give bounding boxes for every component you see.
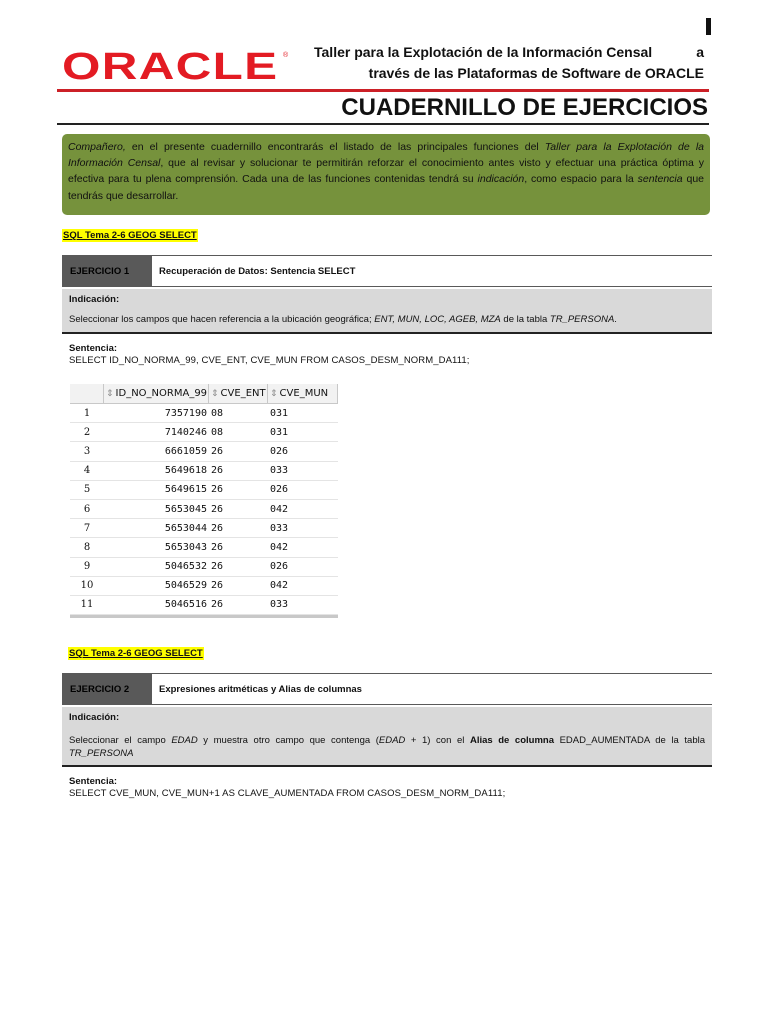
- row-number: 10: [80, 580, 94, 592]
- table-cell[interactable]: 26: [211, 580, 224, 592]
- table-cell[interactable]: 5046529: [164, 580, 207, 592]
- column-header-cve-ent[interactable]: ⇕ CVE_ENT: [209, 384, 268, 403]
- intro-text-2: , que al revisar y solucionar te permitirán reforzar el conocimiento antes visto y efectuar una práctica óptima y efectiva para tu plena comprensión. Cada una de las funciones contenidas tendrá su: [68, 157, 704, 186]
- table-cell[interactable]: 033: [270, 465, 289, 477]
- table-cell[interactable]: 5046516: [164, 599, 207, 611]
- table-cell[interactable]: 042: [270, 580, 289, 592]
- exercise-2-description: Expresiones aritméticas y Alias de columnas: [152, 673, 712, 705]
- sort-icon[interactable]: ⇕: [270, 388, 278, 399]
- table-row[interactable]: [70, 481, 338, 500]
- table-cell[interactable]: 6661059: [164, 445, 207, 457]
- exercise-1-sql: SELECT ID_NO_NORMA_99, CVE_ENT, CVE_MUN FROM CASOS_DESM_NORM_DA111;: [69, 355, 470, 366]
- intro-sentencia: sentencia: [637, 173, 683, 186]
- exercise-1-sentence: [69, 343, 470, 367]
- table-cell[interactable]: 5653043: [164, 541, 207, 553]
- row-number: 3: [83, 445, 91, 457]
- table-cell[interactable]: 026: [270, 484, 289, 496]
- ex2-ind-g: EDAD_AUMENTADA de la tabla: [553, 735, 705, 746]
- header-title: [300, 42, 704, 84]
- oracle-logo: ORACLE: [62, 46, 279, 88]
- exercise-2-sentence-label: Sentencia:: [69, 776, 118, 787]
- exercise-1-indication: [62, 289, 712, 334]
- intro-greeting: Compañero,: [68, 141, 126, 153]
- exercise-2-id: EJERCICIO 2: [62, 673, 152, 705]
- ex1-ind-table: TR_PERSONA: [549, 314, 615, 325]
- table-cell[interactable]: 5046532: [164, 561, 207, 573]
- table-cell[interactable]: 7357190: [164, 407, 207, 419]
- exercise-1-indication-text: [69, 313, 705, 326]
- exercise-1-header: [62, 255, 712, 287]
- grid-scroll-edge: [70, 615, 338, 618]
- sort-icon[interactable]: ⇕: [106, 388, 114, 399]
- exercise-1-sentence-label: Sentencia:: [69, 343, 118, 354]
- table-cell[interactable]: 7140246: [164, 426, 207, 438]
- table-cell[interactable]: 042: [270, 503, 289, 515]
- table-row[interactable]: [70, 596, 338, 615]
- table-row[interactable]: [70, 500, 338, 519]
- table-cell[interactable]: 08: [211, 426, 224, 438]
- row-number: 2: [83, 426, 91, 438]
- table-cell[interactable]: 031: [270, 407, 289, 419]
- row-number: 6: [83, 503, 91, 515]
- row-number: 9: [83, 561, 91, 573]
- table-cell[interactable]: 26: [211, 484, 224, 496]
- header-title-line1-end: a: [696, 44, 704, 60]
- table-row[interactable]: [70, 423, 338, 442]
- exercise-2-indication: [62, 707, 712, 767]
- ex1-ind-fields: ENT, MUN, LOC, AGEB, MZA: [374, 314, 501, 325]
- ex1-ind-c: de la tabla: [500, 314, 550, 325]
- row-number: 8: [83, 541, 91, 553]
- column-header-id[interactable]: ⇕ ID_NO_NORMA_99: [104, 384, 209, 403]
- intro-text-1: en el presente cuadernillo encontrarás el listado de las principales funciones del: [125, 141, 545, 153]
- intro-text-3: , como espacio para la: [524, 173, 638, 186]
- table-cell[interactable]: 026: [270, 445, 289, 457]
- result-grid-header: [70, 384, 338, 404]
- ex2-ind-c: y muestra otro campo que contenga (: [197, 735, 379, 746]
- intro-course-name: Taller para la Explotación de la Información Censal: [68, 141, 704, 170]
- table-cell[interactable]: 026: [270, 561, 289, 573]
- table-cell[interactable]: 5649618: [164, 465, 207, 477]
- column-header-cve-mun[interactable]: ⇕ CVE_MUN: [268, 384, 338, 403]
- ex2-ind-a: Seleccionar el campo: [69, 735, 172, 746]
- intro-indicacion: indicación: [477, 173, 525, 186]
- result-grid: [70, 384, 338, 618]
- table-cell[interactable]: 5653045: [164, 503, 207, 515]
- exercise-1-id: EJERCICIO 1: [62, 255, 152, 287]
- header-title-line2: través de las Plataformas de Software de ORACLE: [368, 65, 704, 81]
- table-cell[interactable]: 5649615: [164, 484, 207, 496]
- ex2-ind-e: + 1) con el: [405, 735, 470, 746]
- table-cell[interactable]: 26: [211, 561, 224, 573]
- table-cell[interactable]: 033: [270, 522, 289, 534]
- ex1-ind-e: .: [614, 314, 617, 325]
- exercise-1-description: Recuperación de Datos: Sentencia SELECT: [152, 255, 712, 287]
- table-cell[interactable]: 5653044: [164, 522, 207, 534]
- exercise-2-topic-tag: SQL Tema 2-6 GEOG SELECT: [69, 648, 203, 659]
- ex2-ind-edad2: EDAD: [378, 735, 406, 746]
- table-cell[interactable]: 26: [211, 541, 224, 553]
- table-cell[interactable]: 26: [211, 465, 224, 477]
- exercise-2-indication-text: [69, 734, 705, 760]
- ex2-ind-table: TR_PERSONA: [69, 748, 134, 759]
- intro-text-4: que tendrás que desarrollar.: [68, 173, 704, 202]
- table-row[interactable]: [70, 462, 338, 481]
- ex1-ind-a: Seleccionar los campos que hacen referencia a la ubicación geográfica;: [69, 314, 375, 325]
- table-cell[interactable]: 26: [211, 522, 224, 534]
- exercise-1-indication-label: Indicación:: [69, 294, 120, 305]
- exercise-2-header: [62, 673, 712, 705]
- table-cell[interactable]: 08: [211, 407, 224, 419]
- sort-icon[interactable]: ⇕: [211, 388, 219, 399]
- header-title-line1: Taller para la Explotación de la Información Censal: [314, 44, 653, 60]
- exercise-2-sql: SELECT CVE_MUN, CVE_MUN+1 AS CLAVE_AUMENTADA FROM CASOS_DESM_NORM_DA111;: [69, 788, 506, 799]
- registered-mark: ®: [283, 52, 289, 59]
- table-cell[interactable]: 033: [270, 599, 289, 611]
- table-cell[interactable]: 26: [211, 503, 224, 515]
- row-number: 1: [83, 407, 91, 419]
- row-number: 4: [83, 465, 91, 477]
- table-cell[interactable]: 031: [270, 426, 289, 438]
- table-cell[interactable]: 26: [211, 445, 224, 457]
- table-cell[interactable]: 042: [270, 541, 289, 553]
- row-number: 11: [80, 599, 94, 611]
- exercise-2-sentence: [69, 776, 505, 800]
- exercise-1-topic-tag: SQL Tema 2-6 GEOG SELECT: [63, 230, 197, 241]
- title-divider: [57, 123, 709, 125]
- table-row[interactable]: [70, 577, 338, 596]
- ex2-ind-alias: Alias de columna: [469, 735, 554, 746]
- grid-corner: [70, 384, 104, 403]
- exercise-2-indication-label: Indicación:: [69, 712, 120, 723]
- page-marker: [706, 18, 711, 35]
- table-row[interactable]: [70, 442, 338, 461]
- intro-box: [62, 134, 710, 215]
- ex2-ind-edad: EDAD: [171, 735, 198, 746]
- row-number: 7: [83, 522, 91, 534]
- document-title: CUADERNILLO DE EJERCICIOS: [341, 94, 708, 121]
- table-row[interactable]: [70, 519, 338, 538]
- row-number: 5: [83, 484, 91, 496]
- result-grid-body: [70, 404, 338, 615]
- table-row[interactable]: [70, 558, 338, 577]
- table-row[interactable]: [70, 538, 338, 557]
- table-cell[interactable]: 26: [211, 599, 224, 611]
- table-row[interactable]: [70, 404, 338, 423]
